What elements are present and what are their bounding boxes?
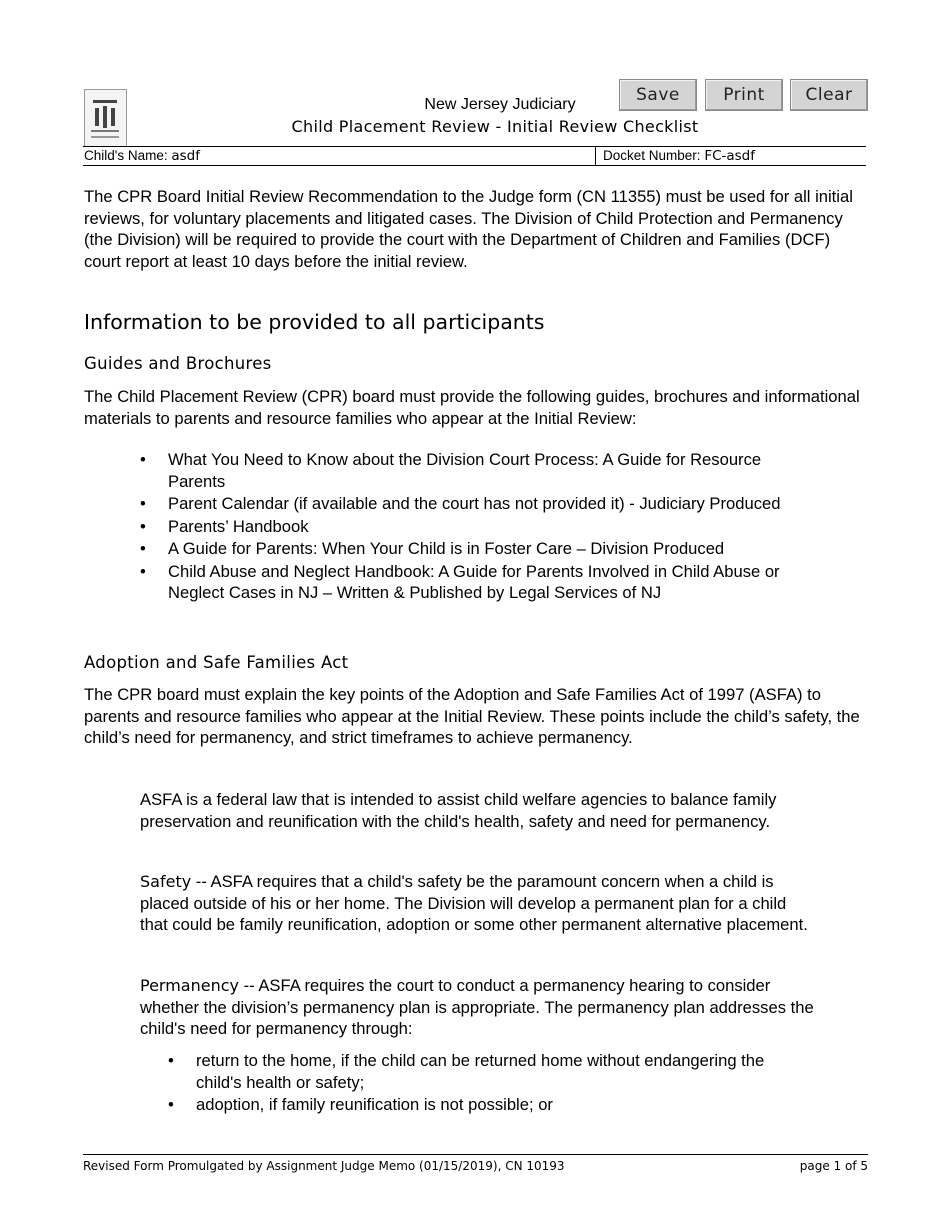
docket-number-input[interactable]: FC-asdf	[704, 148, 756, 164]
case-info-row	[83, 146, 866, 166]
child-name-input[interactable]: asdf	[171, 148, 201, 164]
child-name-label: Child's Name:	[84, 148, 168, 163]
intro-paragraph: The CPR Board Initial Review Recommendation to the Judge form (CN 11355) must be used for all initial reviews, for voluntary placements and litigated cases. The Division of Child Protection and Permanency (the Division) will be required to provide the court with the Department of Children and Families (DCF) court report at least 10 days before the initial review.	[84, 187, 853, 271]
docket-number-field[interactable]	[603, 147, 755, 165]
safety-paragraph	[140, 871, 810, 936]
print-button[interactable]: Print	[705, 79, 783, 111]
guides-list	[140, 449, 800, 605]
form-title: Child Placement Review - Initial Review Checklist	[291, 117, 699, 136]
permanency-lead: Permanency	[140, 976, 239, 995]
safety-lead: Safety	[140, 872, 192, 891]
guides-heading: Guides and Brochures	[84, 354, 272, 373]
permanency-text: -- ASFA requires the court to conduct a permanency hearing to consider whether the division’s permanency plan is appropriate. The permanency plan addresses the child's need for permanency through:	[140, 976, 814, 1038]
guides-paragraph: The Child Placement Review (CPR) board must provide the following guides, brochures and informational materials to parents and resource families who appear at the Initial Review:	[84, 387, 860, 428]
asfa-paragraph: The CPR board must explain the key points of the Adoption and Safe Families Act of 1997 (ASFA) to parents and resource families who appear at the Initial Review. These points include the child’s safety, the child’s need for permanency, and strict timeframes to achieve permanency.	[84, 685, 860, 747]
list-item: • Parents’ Handbook	[140, 516, 800, 538]
list-item: • Child Abuse and Neglect Handbook: A Guide for Parents Involved in Child Abuse or Neglect Cases in NJ – Written & Published by Legal Services of NJ	[140, 561, 800, 604]
permanency-paragraph	[140, 975, 820, 1040]
page-footer	[83, 1154, 868, 1173]
list-item: • A Guide for Parents: When Your Child is in Foster Care – Division Produced	[140, 538, 800, 560]
organization-name: New Jersey Judiciary	[424, 96, 576, 113]
save-button[interactable]: Save	[619, 79, 697, 111]
field-divider	[595, 147, 596, 165]
clear-button[interactable]: Clear	[790, 79, 868, 111]
footer-form-info: Revised Form Promulgated by Assignment Judge Memo (01/15/2019), CN 10193	[83, 1159, 565, 1173]
safety-text: -- ASFA requires that a child's safety be the paramount concern when a child is placed outside of his or her home. The Division will develop a permanent plan for a child that could be family reunification, adoption or some other permanent alternative placement.	[140, 872, 808, 934]
judiciary-seal-logo	[84, 89, 127, 147]
asfa-heading: Adoption and Safe Families Act	[84, 653, 349, 672]
page-number: page 1 of 5	[799, 1159, 868, 1173]
list-item: • Parent Calendar (if available and the court has not provided it) - Judiciary Produced	[140, 493, 800, 515]
asfa-definition: ASFA is a federal law that is intended to assist child welfare agencies to balance family preservation and reunification with the child's health, safety and need for permanency.	[140, 790, 777, 831]
docket-number-label: Docket Number:	[603, 148, 701, 163]
list-item: • return to the home, if the child can be returned home without endangering the child's health or safety;	[168, 1050, 808, 1093]
list-item: • What You Need to Know about the Division Court Process: A Guide for Resource Parents	[140, 449, 800, 492]
list-item: • adoption, if family reunification is not possible; or	[168, 1094, 808, 1116]
permanency-list	[168, 1050, 808, 1117]
child-name-field[interactable]	[84, 147, 200, 165]
section-heading: Information to be provided to all participants	[84, 310, 545, 334]
